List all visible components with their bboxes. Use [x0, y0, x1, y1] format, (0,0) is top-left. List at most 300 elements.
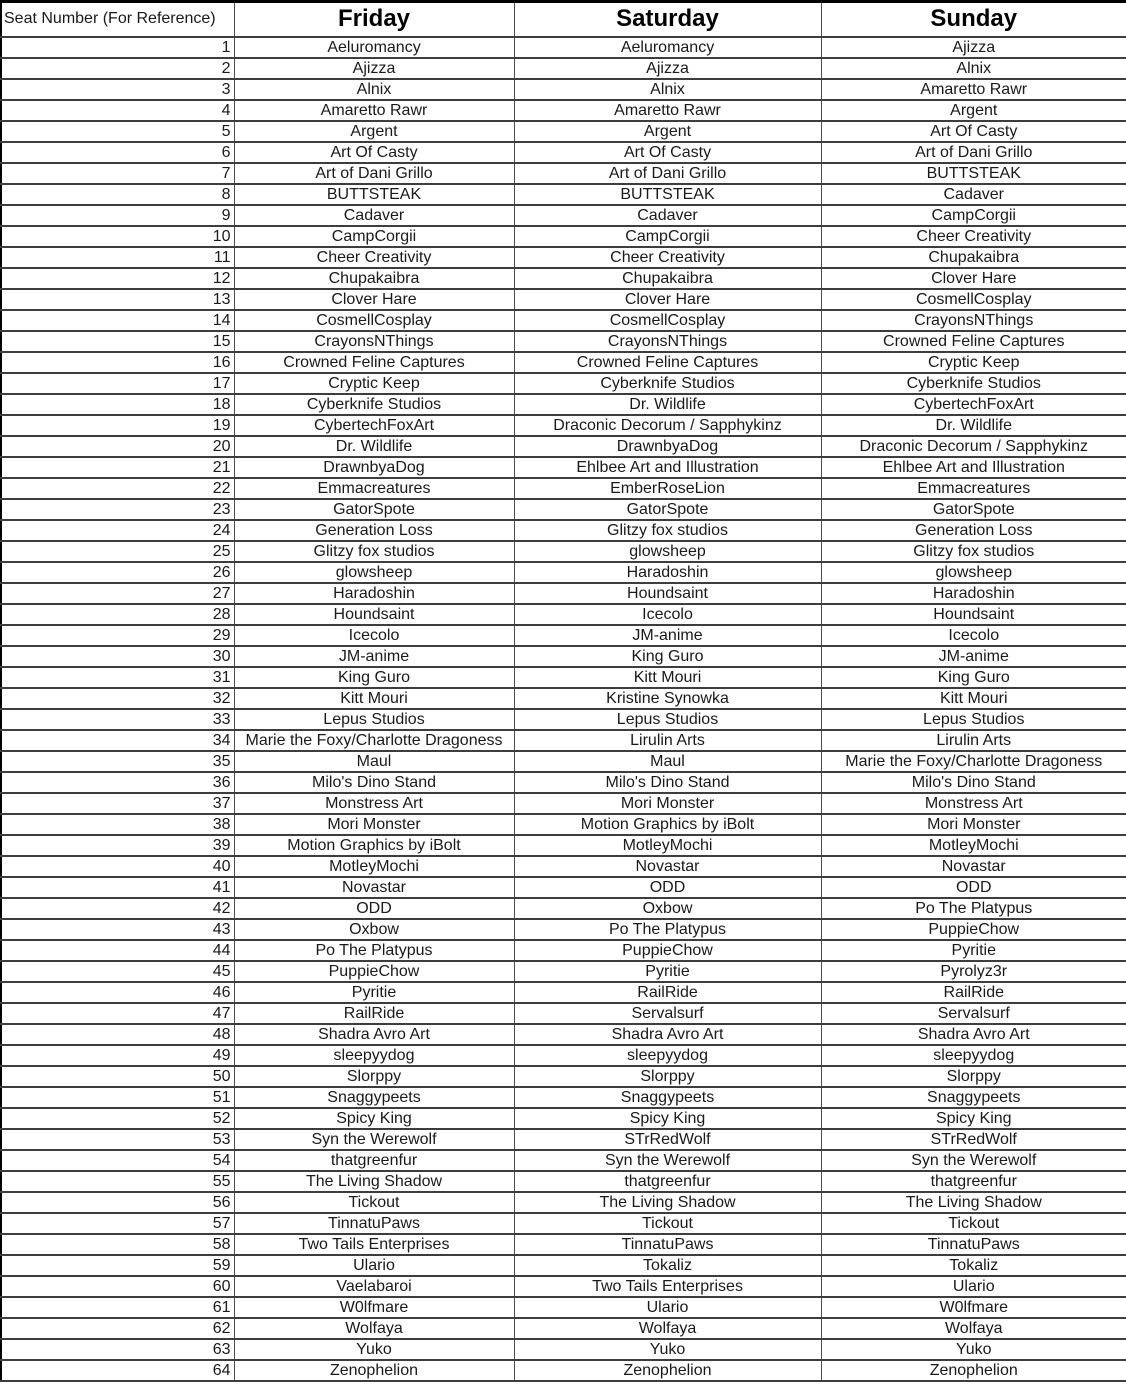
sunday-cell: CybertechFoxArt	[821, 394, 1126, 415]
table-row	[1, 814, 1126, 835]
sunday-cell: Tickout	[821, 1213, 1126, 1234]
saturday-cell: Ehlbee Art and Illustration	[514, 457, 821, 478]
table-row	[1, 142, 1126, 163]
friday-cell: Marie the Foxy/Charlotte Dragoness	[234, 730, 514, 751]
seat-number-cell: 37	[1, 793, 234, 814]
saturday-cell: Chupakaibra	[514, 268, 821, 289]
table-row	[1, 919, 1126, 940]
sunday-cell: CrayonsNThings	[821, 310, 1126, 331]
saturday-cell: Crowned Feline Captures	[514, 352, 821, 373]
table-row	[1, 289, 1126, 310]
sunday-cell: Alnix	[821, 58, 1126, 79]
sunday-cell: Draconic Decorum / Sapphykinz	[821, 436, 1126, 457]
sunday-cell: Cadaver	[821, 184, 1126, 205]
friday-cell: CampCorgii	[234, 226, 514, 247]
saturday-cell: Ulario	[514, 1297, 821, 1318]
seat-number-cell: 29	[1, 625, 234, 646]
column-header-seat-number: Seat Number (For Reference)	[1, 2, 234, 37]
seat-number-cell: 2	[1, 58, 234, 79]
saturday-cell: Cyberknife Studios	[514, 373, 821, 394]
friday-cell: Mori Monster	[234, 814, 514, 835]
seat-number-cell: 60	[1, 1276, 234, 1297]
sunday-cell: King Guro	[821, 667, 1126, 688]
friday-cell: Tickout	[234, 1192, 514, 1213]
seat-number-cell: 4	[1, 100, 234, 121]
table-row	[1, 415, 1126, 436]
sunday-cell: TinnatuPaws	[821, 1234, 1126, 1255]
table-row	[1, 1213, 1126, 1234]
seat-number-cell: 33	[1, 709, 234, 730]
seat-number-cell: 17	[1, 373, 234, 394]
seat-number-cell: 49	[1, 1045, 234, 1066]
saturday-cell: Ajizza	[514, 58, 821, 79]
seat-number-cell: 16	[1, 352, 234, 373]
friday-cell: The Living Shadow	[234, 1171, 514, 1192]
sunday-cell: Novastar	[821, 856, 1126, 877]
seat-number-cell: 28	[1, 604, 234, 625]
friday-cell: Cadaver	[234, 205, 514, 226]
friday-cell: Cheer Creativity	[234, 247, 514, 268]
table-row	[1, 226, 1126, 247]
friday-cell: TinnatuPaws	[234, 1213, 514, 1234]
column-header-sunday: Sunday	[821, 2, 1126, 37]
sunday-cell: PuppieChow	[821, 919, 1126, 940]
column-header-saturday: Saturday	[514, 2, 821, 37]
table-row	[1, 982, 1126, 1003]
seat-number-cell: 26	[1, 562, 234, 583]
seat-number-cell: 63	[1, 1339, 234, 1360]
friday-cell: Monstress Art	[234, 793, 514, 814]
table-row	[1, 1087, 1126, 1108]
seat-number-cell: 8	[1, 184, 234, 205]
friday-cell: Wolfaya	[234, 1318, 514, 1339]
table-row	[1, 751, 1126, 772]
seat-number-cell: 50	[1, 1066, 234, 1087]
saturday-cell: EmberRoseLion	[514, 478, 821, 499]
sunday-cell: Spicy King	[821, 1108, 1126, 1129]
saturday-cell: Yuko	[514, 1339, 821, 1360]
table-row	[1, 1150, 1126, 1171]
sunday-cell: JM-anime	[821, 646, 1126, 667]
table-row	[1, 562, 1126, 583]
seat-number-cell: 39	[1, 835, 234, 856]
table-body	[1, 37, 1126, 1381]
saturday-cell: Amaretto Rawr	[514, 100, 821, 121]
saturday-cell: Shadra Avro Art	[514, 1024, 821, 1045]
saturday-cell: Zenophelion	[514, 1360, 821, 1381]
sunday-cell: Cyberknife Studios	[821, 373, 1126, 394]
table-row	[1, 184, 1126, 205]
sunday-cell: Po The Platypus	[821, 898, 1126, 919]
seat-number-cell: 24	[1, 520, 234, 541]
saturday-cell: sleepyydog	[514, 1045, 821, 1066]
saturday-cell: Servalsurf	[514, 1003, 821, 1024]
friday-cell: Ajizza	[234, 58, 514, 79]
seat-number-cell: 23	[1, 499, 234, 520]
seat-number-cell: 52	[1, 1108, 234, 1129]
sunday-cell: The Living Shadow	[821, 1192, 1126, 1213]
table-row	[1, 1045, 1126, 1066]
sunday-cell: CampCorgii	[821, 205, 1126, 226]
friday-cell: Dr. Wildlife	[234, 436, 514, 457]
table-row	[1, 856, 1126, 877]
friday-cell: DrawnbyaDog	[234, 457, 514, 478]
friday-cell: Syn the Werewolf	[234, 1129, 514, 1150]
friday-cell: Art Of Casty	[234, 142, 514, 163]
table-row	[1, 1066, 1126, 1087]
seat-number-cell: 61	[1, 1297, 234, 1318]
seat-number-cell: 35	[1, 751, 234, 772]
saturday-cell: Draconic Decorum / Sapphykinz	[514, 415, 821, 436]
saturday-cell: Haradoshin	[514, 562, 821, 583]
friday-cell: BUTTSTEAK	[234, 184, 514, 205]
saturday-cell: Aeluromancy	[514, 37, 821, 58]
seat-number-cell: 53	[1, 1129, 234, 1150]
friday-cell: Oxbow	[234, 919, 514, 940]
saturday-cell: Snaggypeets	[514, 1087, 821, 1108]
saturday-cell: Wolfaya	[514, 1318, 821, 1339]
table-row	[1, 1360, 1126, 1381]
friday-cell: CosmellCosplay	[234, 310, 514, 331]
table-row	[1, 310, 1126, 331]
friday-cell: W0lfmare	[234, 1297, 514, 1318]
table-row	[1, 1171, 1126, 1192]
friday-cell: GatorSpote	[234, 499, 514, 520]
saturday-cell: DrawnbyaDog	[514, 436, 821, 457]
sunday-cell: W0lfmare	[821, 1297, 1126, 1318]
friday-cell: Po The Platypus	[234, 940, 514, 961]
sunday-cell: Lirulin Arts	[821, 730, 1126, 751]
sunday-cell: RailRide	[821, 982, 1126, 1003]
saturday-cell: Pyritie	[514, 961, 821, 982]
sunday-cell: Zenophelion	[821, 1360, 1126, 1381]
sunday-cell: GatorSpote	[821, 499, 1126, 520]
sunday-cell: Houndsaint	[821, 604, 1126, 625]
table-row	[1, 79, 1126, 100]
header-row	[1, 2, 1126, 37]
seat-number-cell: 5	[1, 121, 234, 142]
saturday-cell: CrayonsNThings	[514, 331, 821, 352]
friday-cell: Emmacreatures	[234, 478, 514, 499]
table-row	[1, 268, 1126, 289]
sunday-cell: Pyrolyz3r	[821, 961, 1126, 982]
seat-number-cell: 15	[1, 331, 234, 352]
friday-cell: Generation Loss	[234, 520, 514, 541]
seat-number-cell: 48	[1, 1024, 234, 1045]
table-row	[1, 352, 1126, 373]
seat-number-cell: 40	[1, 856, 234, 877]
friday-cell: Yuko	[234, 1339, 514, 1360]
table-row	[1, 1276, 1126, 1297]
seat-number-cell: 22	[1, 478, 234, 499]
friday-cell: Slorppy	[234, 1066, 514, 1087]
table-row	[1, 730, 1126, 751]
seat-number-cell: 64	[1, 1360, 234, 1381]
seat-number-cell: 25	[1, 541, 234, 562]
sunday-cell: Mori Monster	[821, 814, 1126, 835]
friday-cell: CybertechFoxArt	[234, 415, 514, 436]
saturday-cell: Kitt Mouri	[514, 667, 821, 688]
seat-number-cell: 6	[1, 142, 234, 163]
seat-number-cell: 51	[1, 1087, 234, 1108]
table-row	[1, 100, 1126, 121]
sunday-cell: Ajizza	[821, 37, 1126, 58]
seat-number-cell: 46	[1, 982, 234, 1003]
seat-number-cell: 18	[1, 394, 234, 415]
saturday-cell: thatgreenfur	[514, 1171, 821, 1192]
saturday-cell: ODD	[514, 877, 821, 898]
saturday-cell: RailRide	[514, 982, 821, 1003]
friday-cell: Maul	[234, 751, 514, 772]
seat-number-cell: 27	[1, 583, 234, 604]
friday-cell: Zenophelion	[234, 1360, 514, 1381]
sunday-cell: Syn the Werewolf	[821, 1150, 1126, 1171]
table-row	[1, 646, 1126, 667]
friday-cell: MotleyMochi	[234, 856, 514, 877]
table-row	[1, 541, 1126, 562]
saturday-cell: Mori Monster	[514, 793, 821, 814]
saturday-cell: STrRedWolf	[514, 1129, 821, 1150]
friday-cell: Crowned Feline Captures	[234, 352, 514, 373]
friday-cell: Alnix	[234, 79, 514, 100]
saturday-cell: MotleyMochi	[514, 835, 821, 856]
table-row	[1, 58, 1126, 79]
sunday-cell: Tokaliz	[821, 1255, 1126, 1276]
table-row	[1, 1192, 1126, 1213]
table-row	[1, 1108, 1126, 1129]
sunday-cell: Slorppy	[821, 1066, 1126, 1087]
sunday-cell: Wolfaya	[821, 1318, 1126, 1339]
table-row	[1, 1129, 1126, 1150]
seat-number-cell: 42	[1, 898, 234, 919]
sunday-cell: ODD	[821, 877, 1126, 898]
saturday-cell: King Guro	[514, 646, 821, 667]
table-row	[1, 835, 1126, 856]
sunday-cell: Ehlbee Art and Illustration	[821, 457, 1126, 478]
friday-cell: Motion Graphics by iBolt	[234, 835, 514, 856]
seat-number-cell: 9	[1, 205, 234, 226]
seat-number-cell: 10	[1, 226, 234, 247]
table-row	[1, 793, 1126, 814]
friday-cell: Cyberknife Studios	[234, 394, 514, 415]
friday-cell: Glitzy fox studios	[234, 541, 514, 562]
seat-number-cell: 3	[1, 79, 234, 100]
table-row	[1, 247, 1126, 268]
seat-number-cell: 44	[1, 940, 234, 961]
saturday-cell: Icecolo	[514, 604, 821, 625]
friday-cell: Argent	[234, 121, 514, 142]
sunday-cell: Yuko	[821, 1339, 1126, 1360]
sunday-cell: Generation Loss	[821, 520, 1126, 541]
table-row	[1, 163, 1126, 184]
seat-number-cell: 32	[1, 688, 234, 709]
saturday-cell: JM-anime	[514, 625, 821, 646]
friday-cell: Shadra Avro Art	[234, 1024, 514, 1045]
sunday-cell: Ulario	[821, 1276, 1126, 1297]
saturday-cell: Po The Platypus	[514, 919, 821, 940]
friday-cell: JM-anime	[234, 646, 514, 667]
sunday-cell: Glitzy fox studios	[821, 541, 1126, 562]
friday-cell: ODD	[234, 898, 514, 919]
seat-number-cell: 55	[1, 1171, 234, 1192]
table-row	[1, 1255, 1126, 1276]
friday-cell: Lepus Studios	[234, 709, 514, 730]
friday-cell: Milo's Dino Stand	[234, 772, 514, 793]
friday-cell: Cryptic Keep	[234, 373, 514, 394]
saturday-cell: Cheer Creativity	[514, 247, 821, 268]
table-row	[1, 709, 1126, 730]
friday-cell: Icecolo	[234, 625, 514, 646]
seat-number-cell: 1	[1, 37, 234, 58]
table-row	[1, 667, 1126, 688]
saturday-cell: Clover Hare	[514, 289, 821, 310]
table-row	[1, 604, 1126, 625]
saturday-cell: Lirulin Arts	[514, 730, 821, 751]
sunday-cell: thatgreenfur	[821, 1171, 1126, 1192]
friday-cell: Two Tails Enterprises	[234, 1234, 514, 1255]
sunday-cell: sleepyydog	[821, 1045, 1126, 1066]
friday-cell: CrayonsNThings	[234, 331, 514, 352]
saturday-cell: Maul	[514, 751, 821, 772]
saturday-cell: Art of Dani Grillo	[514, 163, 821, 184]
seat-number-cell: 20	[1, 436, 234, 457]
table-row	[1, 961, 1126, 982]
table-row	[1, 583, 1126, 604]
friday-cell: sleepyydog	[234, 1045, 514, 1066]
sunday-cell: Emmacreatures	[821, 478, 1126, 499]
sunday-cell: CosmellCosplay	[821, 289, 1126, 310]
friday-cell: PuppieChow	[234, 961, 514, 982]
seat-number-cell: 21	[1, 457, 234, 478]
saturday-cell: The Living Shadow	[514, 1192, 821, 1213]
seat-number-cell: 38	[1, 814, 234, 835]
saturday-cell: Novastar	[514, 856, 821, 877]
table-row	[1, 499, 1126, 520]
sunday-cell: Haradoshin	[821, 583, 1126, 604]
seat-number-cell: 58	[1, 1234, 234, 1255]
friday-cell: thatgreenfur	[234, 1150, 514, 1171]
seat-number-cell: 11	[1, 247, 234, 268]
friday-cell: Vaelabaroi	[234, 1276, 514, 1297]
seat-number-cell: 36	[1, 772, 234, 793]
friday-cell: Aeluromancy	[234, 37, 514, 58]
friday-cell: Haradoshin	[234, 583, 514, 604]
table-row	[1, 520, 1126, 541]
saturday-cell: PuppieChow	[514, 940, 821, 961]
saturday-cell: CampCorgii	[514, 226, 821, 247]
seat-number-cell: 12	[1, 268, 234, 289]
sunday-cell: Lepus Studios	[821, 709, 1126, 730]
saturday-cell: Argent	[514, 121, 821, 142]
seat-number-cell: 47	[1, 1003, 234, 1024]
seat-number-cell: 13	[1, 289, 234, 310]
table-row	[1, 898, 1126, 919]
friday-cell: Chupakaibra	[234, 268, 514, 289]
sunday-cell: Cryptic Keep	[821, 352, 1126, 373]
sunday-cell: Crowned Feline Captures	[821, 331, 1126, 352]
saturday-cell: GatorSpote	[514, 499, 821, 520]
friday-cell: Art of Dani Grillo	[234, 163, 514, 184]
saturday-cell: BUTTSTEAK	[514, 184, 821, 205]
friday-cell: Pyritie	[234, 982, 514, 1003]
seat-number-cell: 62	[1, 1318, 234, 1339]
saturday-cell: Lepus Studios	[514, 709, 821, 730]
sunday-cell: Shadra Avro Art	[821, 1024, 1126, 1045]
sunday-cell: STrRedWolf	[821, 1129, 1126, 1150]
seat-number-cell: 45	[1, 961, 234, 982]
table-row	[1, 1024, 1126, 1045]
saturday-cell: Tickout	[514, 1213, 821, 1234]
saturday-cell: glowsheep	[514, 541, 821, 562]
friday-cell: Snaggypeets	[234, 1087, 514, 1108]
sunday-cell: MotleyMochi	[821, 835, 1126, 856]
table-row	[1, 331, 1126, 352]
sunday-cell: Icecolo	[821, 625, 1126, 646]
seat-number-cell: 7	[1, 163, 234, 184]
sunday-cell: Argent	[821, 100, 1126, 121]
table-row	[1, 373, 1126, 394]
saturday-cell: Tokaliz	[514, 1255, 821, 1276]
table-row	[1, 940, 1126, 961]
saturday-cell: Slorppy	[514, 1066, 821, 1087]
friday-cell: Clover Hare	[234, 289, 514, 310]
sunday-cell: Amaretto Rawr	[821, 79, 1126, 100]
table-row	[1, 394, 1126, 415]
sunday-cell: Dr. Wildlife	[821, 415, 1126, 436]
friday-cell: Ulario	[234, 1255, 514, 1276]
friday-cell: Novastar	[234, 877, 514, 898]
table-row	[1, 1003, 1126, 1024]
table-row	[1, 625, 1126, 646]
seat-number-cell: 43	[1, 919, 234, 940]
seat-number-cell: 56	[1, 1192, 234, 1213]
seat-number-cell: 57	[1, 1213, 234, 1234]
sunday-cell: Pyritie	[821, 940, 1126, 961]
saturday-cell: TinnatuPaws	[514, 1234, 821, 1255]
seat-number-cell: 54	[1, 1150, 234, 1171]
sunday-cell: Kitt Mouri	[821, 688, 1126, 709]
friday-cell: Houndsaint	[234, 604, 514, 625]
saturday-cell: CosmellCosplay	[514, 310, 821, 331]
sunday-cell: Chupakaibra	[821, 247, 1126, 268]
saturday-cell: Alnix	[514, 79, 821, 100]
saturday-cell: Milo's Dino Stand	[514, 772, 821, 793]
table-row	[1, 1339, 1126, 1360]
table-row	[1, 457, 1126, 478]
friday-cell: Kitt Mouri	[234, 688, 514, 709]
sunday-cell: Servalsurf	[821, 1003, 1126, 1024]
friday-cell: RailRide	[234, 1003, 514, 1024]
table-row	[1, 877, 1126, 898]
sunday-cell: glowsheep	[821, 562, 1126, 583]
saturday-cell: Cadaver	[514, 205, 821, 226]
seat-number-cell: 34	[1, 730, 234, 751]
sunday-cell: Monstress Art	[821, 793, 1126, 814]
table-row	[1, 1234, 1126, 1255]
table-row	[1, 1318, 1126, 1339]
table-row	[1, 478, 1126, 499]
seat-number-cell: 14	[1, 310, 234, 331]
friday-cell: Amaretto Rawr	[234, 100, 514, 121]
sunday-cell: Marie the Foxy/Charlotte Dragoness	[821, 751, 1126, 772]
table-row	[1, 121, 1126, 142]
table-row	[1, 436, 1126, 457]
saturday-cell: Dr. Wildlife	[514, 394, 821, 415]
seat-number-cell: 19	[1, 415, 234, 436]
table-row	[1, 37, 1126, 58]
saturday-cell: Spicy King	[514, 1108, 821, 1129]
saturday-cell: Motion Graphics by iBolt	[514, 814, 821, 835]
